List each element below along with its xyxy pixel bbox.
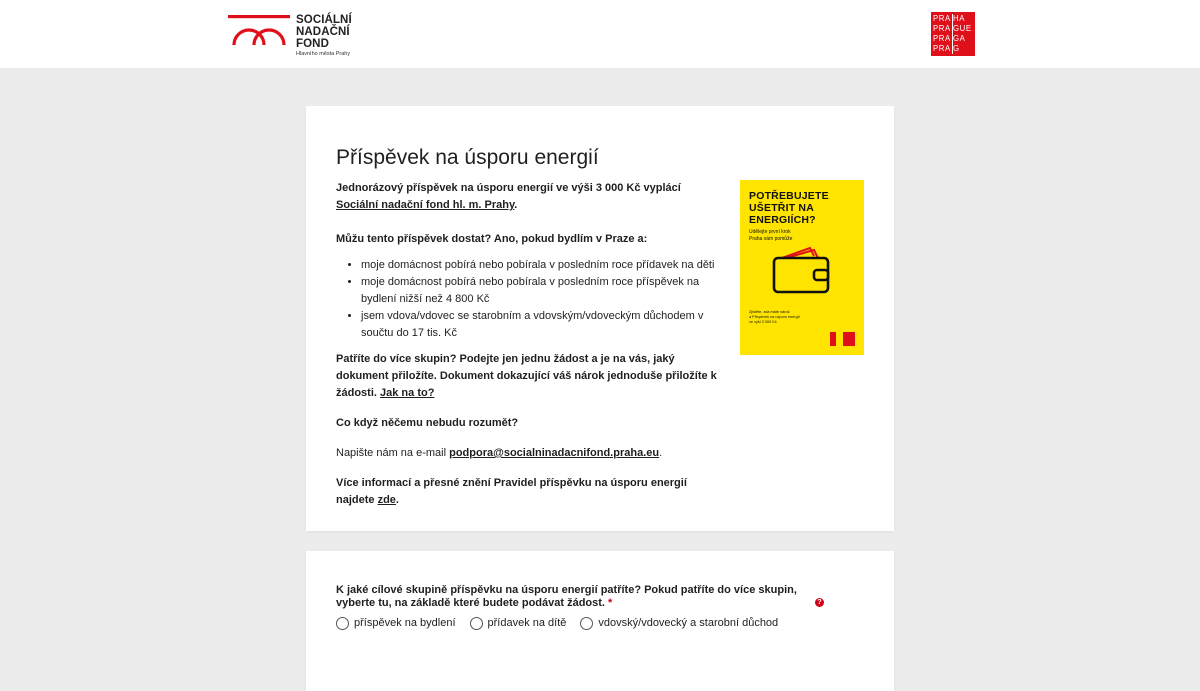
- list-item: • moje domácnost pobírá nebo pobírala v posledním roce přídavek na děti: [361, 257, 726, 274]
- question-text: K jaké cílové skupině příspěvku na úsporu energií patříte? Pokud patříte do více skupin, vyberte tu, na základě které budete podávat žádost.: [336, 584, 797, 609]
- praha-logo-right-2: GUE: [953, 24, 972, 33]
- info-card: [306, 106, 894, 531]
- contact-email-link[interactable]: podpora@socialninadacnifond.praha.eu: [449, 447, 660, 459]
- contact-paragraph: [336, 445, 726, 462]
- eligibility-heading: Můžu tento příspěvek dostat? Ano, pokud bydlím v Praze a:: [336, 233, 648, 245]
- page-title: Příspěvek na úsporu energií: [336, 146, 599, 169]
- info-text: [336, 180, 726, 509]
- contact-end: .: [659, 447, 663, 459]
- poster-praha-logo: [843, 332, 855, 346]
- question-heading: Co když něčemu nebudu rozumět?: [336, 417, 519, 429]
- more-info-link[interactable]: zde: [377, 494, 396, 506]
- radio-button[interactable]: [580, 617, 593, 630]
- praha-logo-left-3: PRA: [933, 34, 951, 43]
- poster-fineprint-line3: ve výši 3 000 Kč: [749, 320, 777, 324]
- praha-logo[interactable]: [931, 12, 975, 56]
- option-pension[interactable]: [580, 616, 778, 630]
- help-icon[interactable]: ?: [815, 598, 824, 607]
- poster-subtitle-line1: Udělejte první krok: [749, 229, 791, 235]
- snf-logo[interactable]: [228, 12, 352, 58]
- poster-fineprint: [749, 310, 809, 325]
- how-to-link[interactable]: Jak na to?: [380, 387, 435, 399]
- poster-headline-line1: POTŘEBUJETE: [749, 190, 829, 202]
- snf-arches-icon: [228, 12, 290, 46]
- radio-button[interactable]: [336, 617, 349, 630]
- option-label: příspěvek na bydlení: [354, 617, 456, 629]
- poster-headline-line2: UŠETŘIT NA: [749, 202, 814, 214]
- form-card: [306, 551, 894, 691]
- snf-logo-line3: FOND: [296, 38, 329, 50]
- snf-link[interactable]: Sociální nadační fond hl. m. Prahy: [336, 199, 515, 211]
- praha-logo-right-3: GA: [953, 34, 966, 43]
- option-label: vdovský/vdovecký a starobní důchod: [598, 617, 779, 629]
- required-mark: *: [608, 597, 613, 609]
- poster-fineprint-line2: a Příspěvek na úsporu energií: [749, 315, 800, 319]
- snf-logo-line4: Hlavního města Prahy: [296, 51, 351, 57]
- groups-paragraph: [336, 351, 726, 402]
- contact-text: Napište nám na e-mail: [336, 447, 450, 459]
- more-info-end: .: [395, 494, 399, 506]
- list-item: • moje domácnost pobírá nebo pobírala v posledním roce příspěvek na bydlení nižší než 4 800 Kč: [361, 274, 726, 308]
- option-label: přídavek na dítě: [487, 617, 567, 629]
- list-item: • jsem vdova/vdovec se starobním a vdovským/vdoveckým důchodem v součtu do 17 tis. Kč: [361, 308, 726, 342]
- more-info-paragraph: [336, 475, 726, 509]
- poster-fineprint-line1: Zjistěte, zda máte nárok: [749, 310, 790, 314]
- site-header: [0, 0, 1200, 68]
- praha-logo-divider: [952, 14, 953, 54]
- option-housing-allowance[interactable]: [336, 616, 456, 630]
- praha-logo-left-2: PRA: [933, 24, 951, 33]
- eligibility-list: [336, 257, 726, 342]
- snf-logo-line1: SOCIÁLNÍ: [296, 14, 352, 26]
- radio-button[interactable]: [470, 617, 483, 630]
- intro-end: .: [514, 199, 518, 211]
- poster-headline: [749, 190, 829, 226]
- intro-paragraph: [336, 180, 726, 214]
- poster-logo-mark: [830, 332, 836, 346]
- praha-logo-left-1: PRA: [933, 14, 951, 23]
- groups-text: Patříte do více skupin? Podejte jen jednu žádost a je na vás, jaký dokument přiložíte. Dokument dokazující váš nárok jednoduše přiložíte k žádosti.: [336, 353, 717, 399]
- snf-logo-line2: NADAČNÍ: [296, 26, 350, 38]
- wallet-icon: [770, 246, 834, 294]
- praha-logo-left-4: PRA: [933, 44, 951, 53]
- option-child-allowance[interactable]: [470, 616, 567, 630]
- poster-subtitle-line2: Praha vám pomůže: [749, 236, 793, 242]
- snf-logo-text: [296, 12, 352, 58]
- more-info-text: Více informací a přesné znění Pravidel příspěvku na úsporu energií najdete: [336, 477, 687, 506]
- campaign-poster: [740, 180, 864, 355]
- praha-logo-right-1: HA: [953, 14, 966, 23]
- poster-headline-line3: ENERGIÍCH?: [749, 214, 816, 226]
- target-group-options: [336, 616, 792, 630]
- poster-subtitle: [749, 229, 829, 243]
- target-group-question: [336, 584, 816, 610]
- intro-text: Jednorázový příspěvek na úsporu energií ve výši 3 000 Kč vyplácí: [336, 182, 681, 194]
- praha-logo-right-4: G: [953, 44, 960, 53]
